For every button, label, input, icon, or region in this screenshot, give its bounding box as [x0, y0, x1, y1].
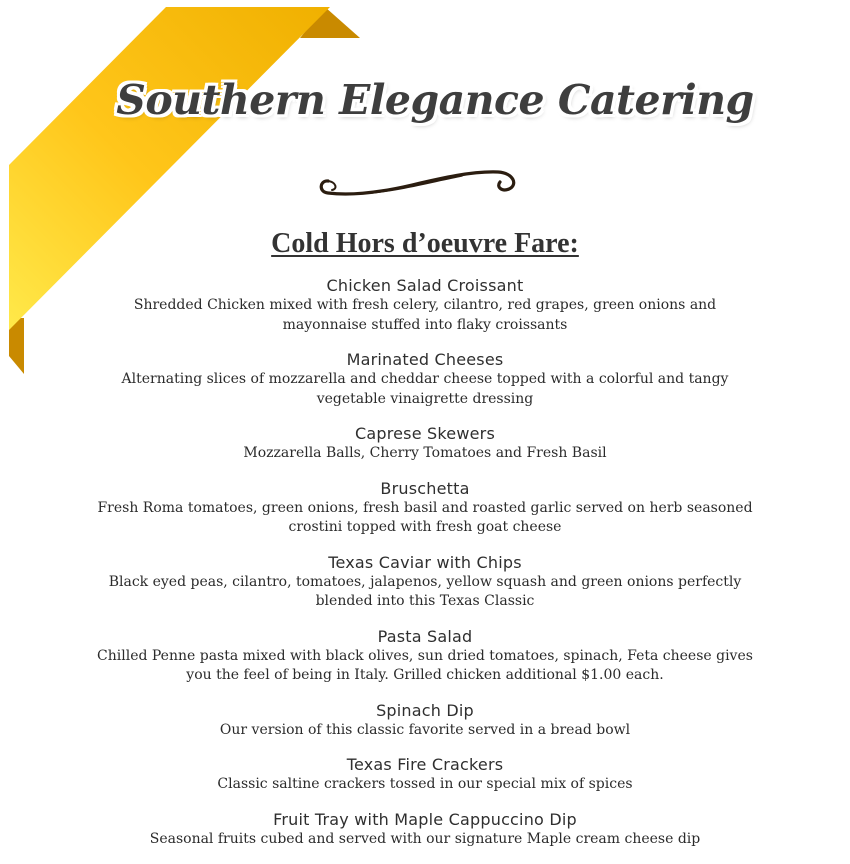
menu-item-name: Marinated Cheeses	[346, 350, 504, 369]
menu-item	[0, 424, 850, 464]
page-title: Southern Elegance Catering	[116, 76, 754, 124]
menu-list	[0, 276, 850, 864]
menu-item-name: Texas Caviar with Chips	[328, 552, 522, 572]
menu-item-name: Texas Fire Crackers	[346, 755, 504, 774]
menu-item-name: Chicken Salad Croissant	[326, 276, 524, 295]
menu-item-description: Alternating slices of mozzarella and cheddar cheese topped with a colorful and tangy vegetable vinaigrette dressing	[121, 371, 729, 407]
menu-item-description: Classic saltine crackers tossed in our special mix of spices	[217, 776, 633, 792]
decorative-swash-icon	[312, 168, 522, 204]
menu-item-description: Mozzarella Balls, Cherry Tomatoes and Fresh Basil	[243, 445, 607, 461]
section-heading: Cold Hors d’oeuvre Fare:	[271, 228, 579, 259]
menu-item-name: Fruit Tray with Maple Cappuccino Dip	[273, 809, 577, 829]
menu-item-description: Fresh Roma tomatoes, green onions, fresh basil and roasted garlic served on herb seasoned crostini topped with fresh goat cheese	[97, 499, 753, 535]
menu-item	[0, 479, 850, 538]
menu-item-name: Pasta Salad	[377, 626, 473, 646]
menu-item-description: Seasonal fruits cubed and served with our signature Maple cream cheese dip	[149, 830, 701, 847]
menu-item	[0, 627, 850, 686]
menu-item	[0, 755, 850, 795]
menu-item-name: Bruschetta	[380, 478, 470, 498]
menu-item	[0, 701, 850, 741]
menu-item-description: Chilled Penne pasta mixed with black olives, sun dried tomatoes, spinach, Feta cheese gives you the feel of being in Italy. Grilled chicken additional $1.00 each.	[97, 647, 753, 683]
menu-item	[0, 276, 850, 335]
menu-item-description: Shredded Chicken mixed with fresh celery, cilantro, red grapes, green onions and mayonnaise stuffed into flaky croissants	[133, 297, 717, 333]
menu-item-name: Spinach Dip	[376, 700, 474, 720]
menu-item-name: Caprese Skewers	[354, 424, 495, 443]
menu-item	[0, 553, 850, 612]
menu-item	[0, 350, 850, 409]
menu-item	[0, 810, 850, 850]
menu-item-description: Our version of this classic favorite served in a bread bowl	[219, 721, 631, 738]
menu-item-description: Black eyed peas, cilantro, tomatoes, jalapenos, yellow squash and green onions perfectly blended into this Texas Classic	[108, 573, 742, 609]
